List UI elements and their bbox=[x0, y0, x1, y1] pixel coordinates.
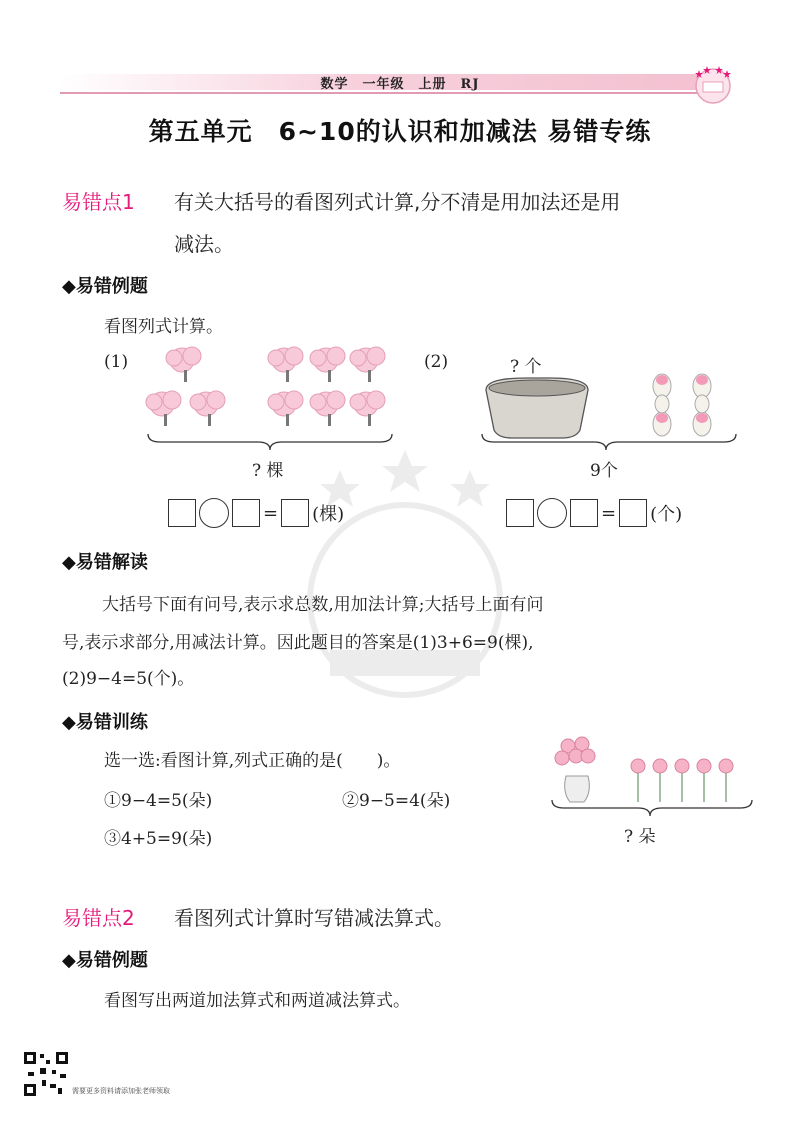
operator-circle[interactable] bbox=[537, 498, 567, 528]
analysis-line-1: 大括号下面有问号,表示求总数,用加法计算;大括号上面有问 bbox=[102, 595, 544, 615]
example-2-instruction: 看图写出两道加法算式和两道减法算式。 bbox=[104, 991, 410, 1011]
question-2-number: (2) bbox=[424, 352, 449, 372]
option-2[interactable]: ②9−5=4(朵) bbox=[342, 791, 451, 811]
publisher-badge-icon bbox=[690, 62, 736, 106]
question-1-number: (1) bbox=[104, 352, 129, 372]
analysis-heading: ◆易错解读 bbox=[62, 552, 148, 573]
equals-sign: = bbox=[263, 502, 279, 524]
header-text: 数学 一年级 上册 RJ bbox=[320, 77, 480, 92]
answer-box[interactable] bbox=[506, 499, 534, 527]
answer-box[interactable] bbox=[570, 499, 598, 527]
error-point-2-line1: 看图列式计算时写错减法算式。 bbox=[174, 906, 454, 930]
equation-2 bbox=[506, 498, 682, 528]
answer-box[interactable] bbox=[232, 499, 260, 527]
footer-text: 需要更多资料请添加张老师领取 bbox=[72, 1087, 170, 1095]
error-point-1-line1: 有关大括号的看图列式计算,分不清是用加法还是用 bbox=[174, 190, 621, 214]
option-3[interactable]: ③4+5=9(朵) bbox=[104, 829, 213, 849]
example-heading-2: ◆易错例题 bbox=[62, 950, 148, 971]
error-point-2-label: 易错点2 bbox=[62, 906, 135, 930]
answer-box[interactable] bbox=[168, 499, 196, 527]
error-point-1-label: 易错点1 bbox=[62, 190, 135, 214]
flowers-illustration bbox=[548, 736, 756, 816]
question-2-bracket-label: 9个 bbox=[590, 461, 618, 481]
equation-1-unit: (棵) bbox=[312, 504, 345, 525]
training-question: 选一选:看图计算,列式正确的是( )。 bbox=[104, 751, 401, 771]
answer-box[interactable] bbox=[619, 499, 647, 527]
header-line bbox=[60, 92, 720, 94]
equals-sign: = bbox=[601, 502, 617, 524]
equation-2-unit: (个) bbox=[650, 504, 683, 525]
question-1-bracket-label: ? 棵 bbox=[252, 461, 284, 481]
option-1[interactable]: ①9−4=5(朵) bbox=[104, 791, 213, 811]
error-point-1-line2: 减法。 bbox=[174, 232, 234, 256]
trees-illustration bbox=[140, 342, 400, 452]
analysis-line-3: (2)9−4=5(个)。 bbox=[62, 669, 195, 689]
qr-code-icon bbox=[22, 1050, 70, 1098]
example-1-instruction: 看图列式计算。 bbox=[104, 317, 223, 337]
operator-circle[interactable] bbox=[199, 498, 229, 528]
page-title: 第五单元 6~10的认识和加减法 易错专练 bbox=[148, 117, 652, 146]
analysis-line-2: 号,表示求部分,用减法计算。因此题目的答案是(1)3+6=9(棵), bbox=[62, 633, 534, 653]
training-heading: ◆易错训练 bbox=[62, 712, 148, 733]
basket-and-pears-illustration bbox=[476, 370, 746, 456]
example-heading-1: ◆易错例题 bbox=[62, 276, 148, 297]
training-bracket-label: ? 朵 bbox=[624, 827, 656, 847]
question-2-top-label: ? 个 bbox=[510, 357, 542, 377]
watermark-logo-icon bbox=[300, 440, 510, 700]
